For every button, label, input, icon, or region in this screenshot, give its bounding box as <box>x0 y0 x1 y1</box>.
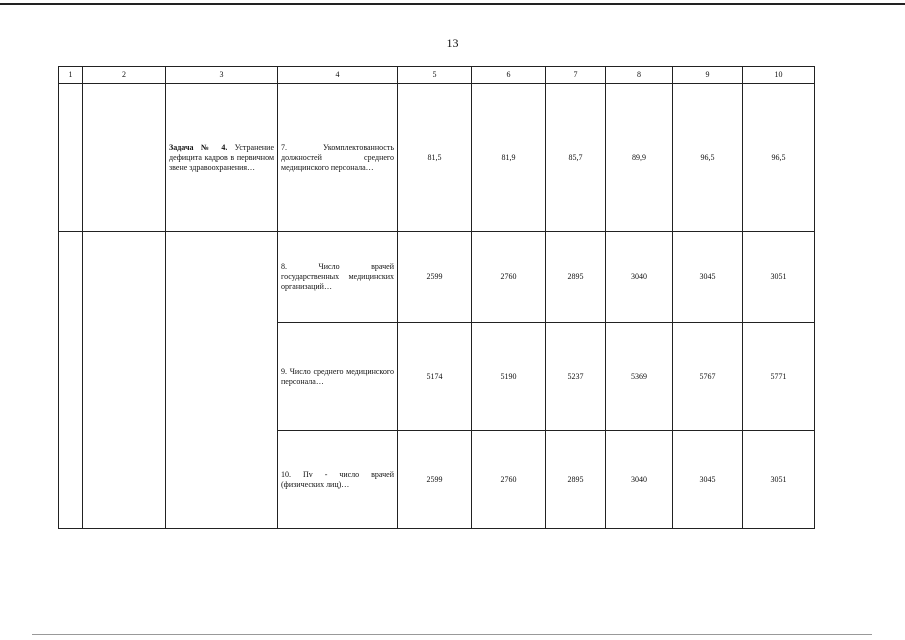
header-cell: 7 <box>546 67 606 84</box>
value-cell: 5237 <box>546 323 606 431</box>
value-cell: 85,7 <box>546 84 606 232</box>
header-cell: 8 <box>606 67 673 84</box>
table-row <box>59 232 815 323</box>
value-cell: 3040 <box>606 431 673 529</box>
table-row <box>59 84 815 232</box>
value-cell: 89,9 <box>606 84 673 232</box>
indicator-table <box>58 66 815 529</box>
value-cell: 5369 <box>606 323 673 431</box>
header-cell: 4 <box>278 67 398 84</box>
empty-cell <box>166 232 278 529</box>
value-cell: 5190 <box>472 323 546 431</box>
indicator-cell: 8. Число врачей государственных медицинских организаций… <box>278 232 398 323</box>
header-cell: 10 <box>743 67 815 84</box>
indicator-cell: 7. Укомплектованность должностей среднего медицинского персонала… <box>278 84 398 232</box>
empty-cell <box>83 232 166 529</box>
indicator-cell: 10. Пv - число врачей (физических лиц)… <box>278 431 398 529</box>
header-cell: 9 <box>673 67 743 84</box>
value-cell: 2599 <box>398 431 472 529</box>
value-cell: 5174 <box>398 323 472 431</box>
page-number: 13 <box>446 36 459 50</box>
value-cell: 5771 <box>743 323 815 431</box>
value-cell: 2895 <box>546 232 606 323</box>
task-title: Задача № 4. <box>169 142 228 152</box>
value-cell: 3045 <box>673 232 743 323</box>
value-cell: 81,9 <box>472 84 546 232</box>
value-cell: 5767 <box>673 323 743 431</box>
value-cell: 2760 <box>472 232 546 323</box>
value-cell: 3051 <box>743 431 815 529</box>
value-cell: 2599 <box>398 232 472 323</box>
header-cell: 2 <box>83 67 166 84</box>
task-text: Устранение дефицита кадров в первичном звене здравоохранения… <box>169 142 275 172</box>
header-cell: 6 <box>472 67 546 84</box>
header-cell: 5 <box>398 67 472 84</box>
value-cell: 81,5 <box>398 84 472 232</box>
value-cell: 3040 <box>606 232 673 323</box>
empty-cell <box>83 84 166 232</box>
top-border-line <box>0 3 905 5</box>
indicator-cell: 9. Число среднего медицинского персонала… <box>278 323 398 431</box>
value-cell: 96,5 <box>673 84 743 232</box>
value-cell: 2895 <box>546 431 606 529</box>
empty-cell <box>59 84 83 232</box>
header-row <box>59 67 815 84</box>
value-cell: 3045 <box>673 431 743 529</box>
task-cell <box>166 84 278 232</box>
bottom-scan-line <box>32 634 872 635</box>
empty-cell <box>59 232 83 529</box>
value-cell: 2760 <box>472 431 546 529</box>
header-cell: 3 <box>166 67 278 84</box>
header-cell: 1 <box>59 67 83 84</box>
value-cell: 3051 <box>743 232 815 323</box>
value-cell: 96,5 <box>743 84 815 232</box>
